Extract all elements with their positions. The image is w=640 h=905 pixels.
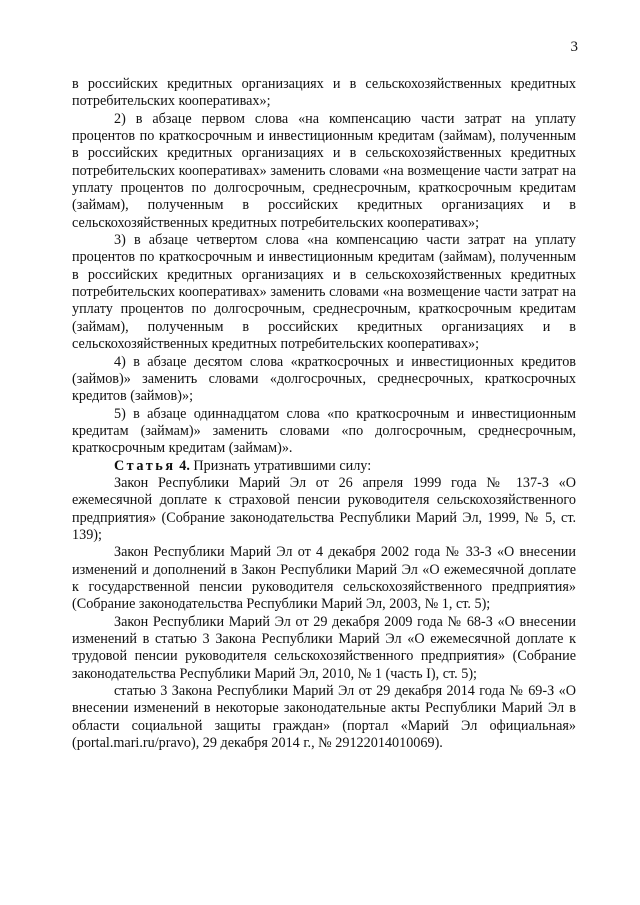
article-number: 4. — [179, 457, 190, 474]
document-body — [72, 76, 576, 752]
article-word: Статья — [114, 457, 176, 474]
paragraph-item-2: 2) в абзаце первом слова «на компенсацию части затрат на уплату процентов по краткосрочным и инвестиционным кредитам (займам), полученным в российских кредитных организациях и в сельскохозяйственных кредитных потребительских кооперативах» заменить словами «на возмещение части затрат на уплату процентов по долгосрочным, среднесрочным, краткосрочным кредитам (займам), полученным в российских кредитных организациях и в сельскохозяйственных кредитных потребительских кооперативах»; — [72, 110, 576, 231]
page-number: 3 — [570, 39, 578, 55]
paragraph-item-4: 4) в абзаце десятом слова «краткосрочных и инвестиционных кредитов (займов)» заменить словами «долгосрочных, среднесрочных, краткосрочных кредитов (займов)»; — [72, 353, 576, 405]
paragraph-continuation: в российских кредитных организациях и в сельскохозяйственных кредитных потребительских кооперативах»; — [72, 76, 576, 110]
repealed-law-2014: статью 3 Закона Республики Марий Эл от 29 декабря 2014 года № 69-З «О внесении изменений в некоторые законодательные акты Республики Марий Эл в области социальной защиты граждан» (портал «Марий Эл официальная» (portal.mari.ru/pravo), 29 декабря 2014 г., № 29122014010069). — [72, 683, 576, 752]
article-4-text: Признать утратившими силу: — [189, 457, 372, 474]
repealed-law-2009: Закон Республики Марий Эл от 29 декабря 2009 года № 68-З «О внесении изменений в статью 3 Закона Республики Марий Эл «О ежемесячной доплате к трудовой пенсии руководителя сельскохозяйственного предприятия» (Собрание законодательства Республики Марий Эл, 2010, № 1 (часть I), ст. 5); — [72, 613, 576, 682]
article-4-heading — [72, 458, 576, 475]
paragraph-item-3: 3) в абзаце четвертом слова «на компенсацию части затрат на уплату процентов по краткосрочным и инвестиционным кредитам (займам), полученным в российских кредитных организациях и в сельскохозяйственных кредитных потребительских кооперативах» заменить словами «на возмещение части затрат на уплату процентов по долгосрочным, среднесрочным, краткосрочным кредитам (займам), полученным в российских кредитных организациях и в сельскохозяйственных кредитных потребительских кооперативах»; — [72, 232, 576, 353]
paragraph-item-5: 5) в абзаце одиннадцатом слова «по краткосрочным и инвестиционным кредитам (займам)» заменить словами «по долгосрочным, среднесрочным, краткосрочным кредитам (займам)». — [72, 405, 576, 457]
repealed-law-1999: Закон Республики Марий Эл от 26 апреля 1999 года № 137-З «О ежемесячной доплате к страховой пенсии руководителя сельскохозяйственного предприятия» (Собрание законодательства Республики Марий Эл, 1999, № 5, ст. 139); — [72, 474, 576, 543]
repealed-law-2002: Закон Республики Марий Эл от 4 декабря 2002 года № 33-З «О внесении изменений и дополнений в Закон Республики Марий Эл «О ежемесячной доплате к государственной пенсии руководителя сельскохозяйственного предприятия» (Собрание законодательства Республики Марий Эл, 2003, № 1, ст. 5); — [72, 544, 576, 613]
